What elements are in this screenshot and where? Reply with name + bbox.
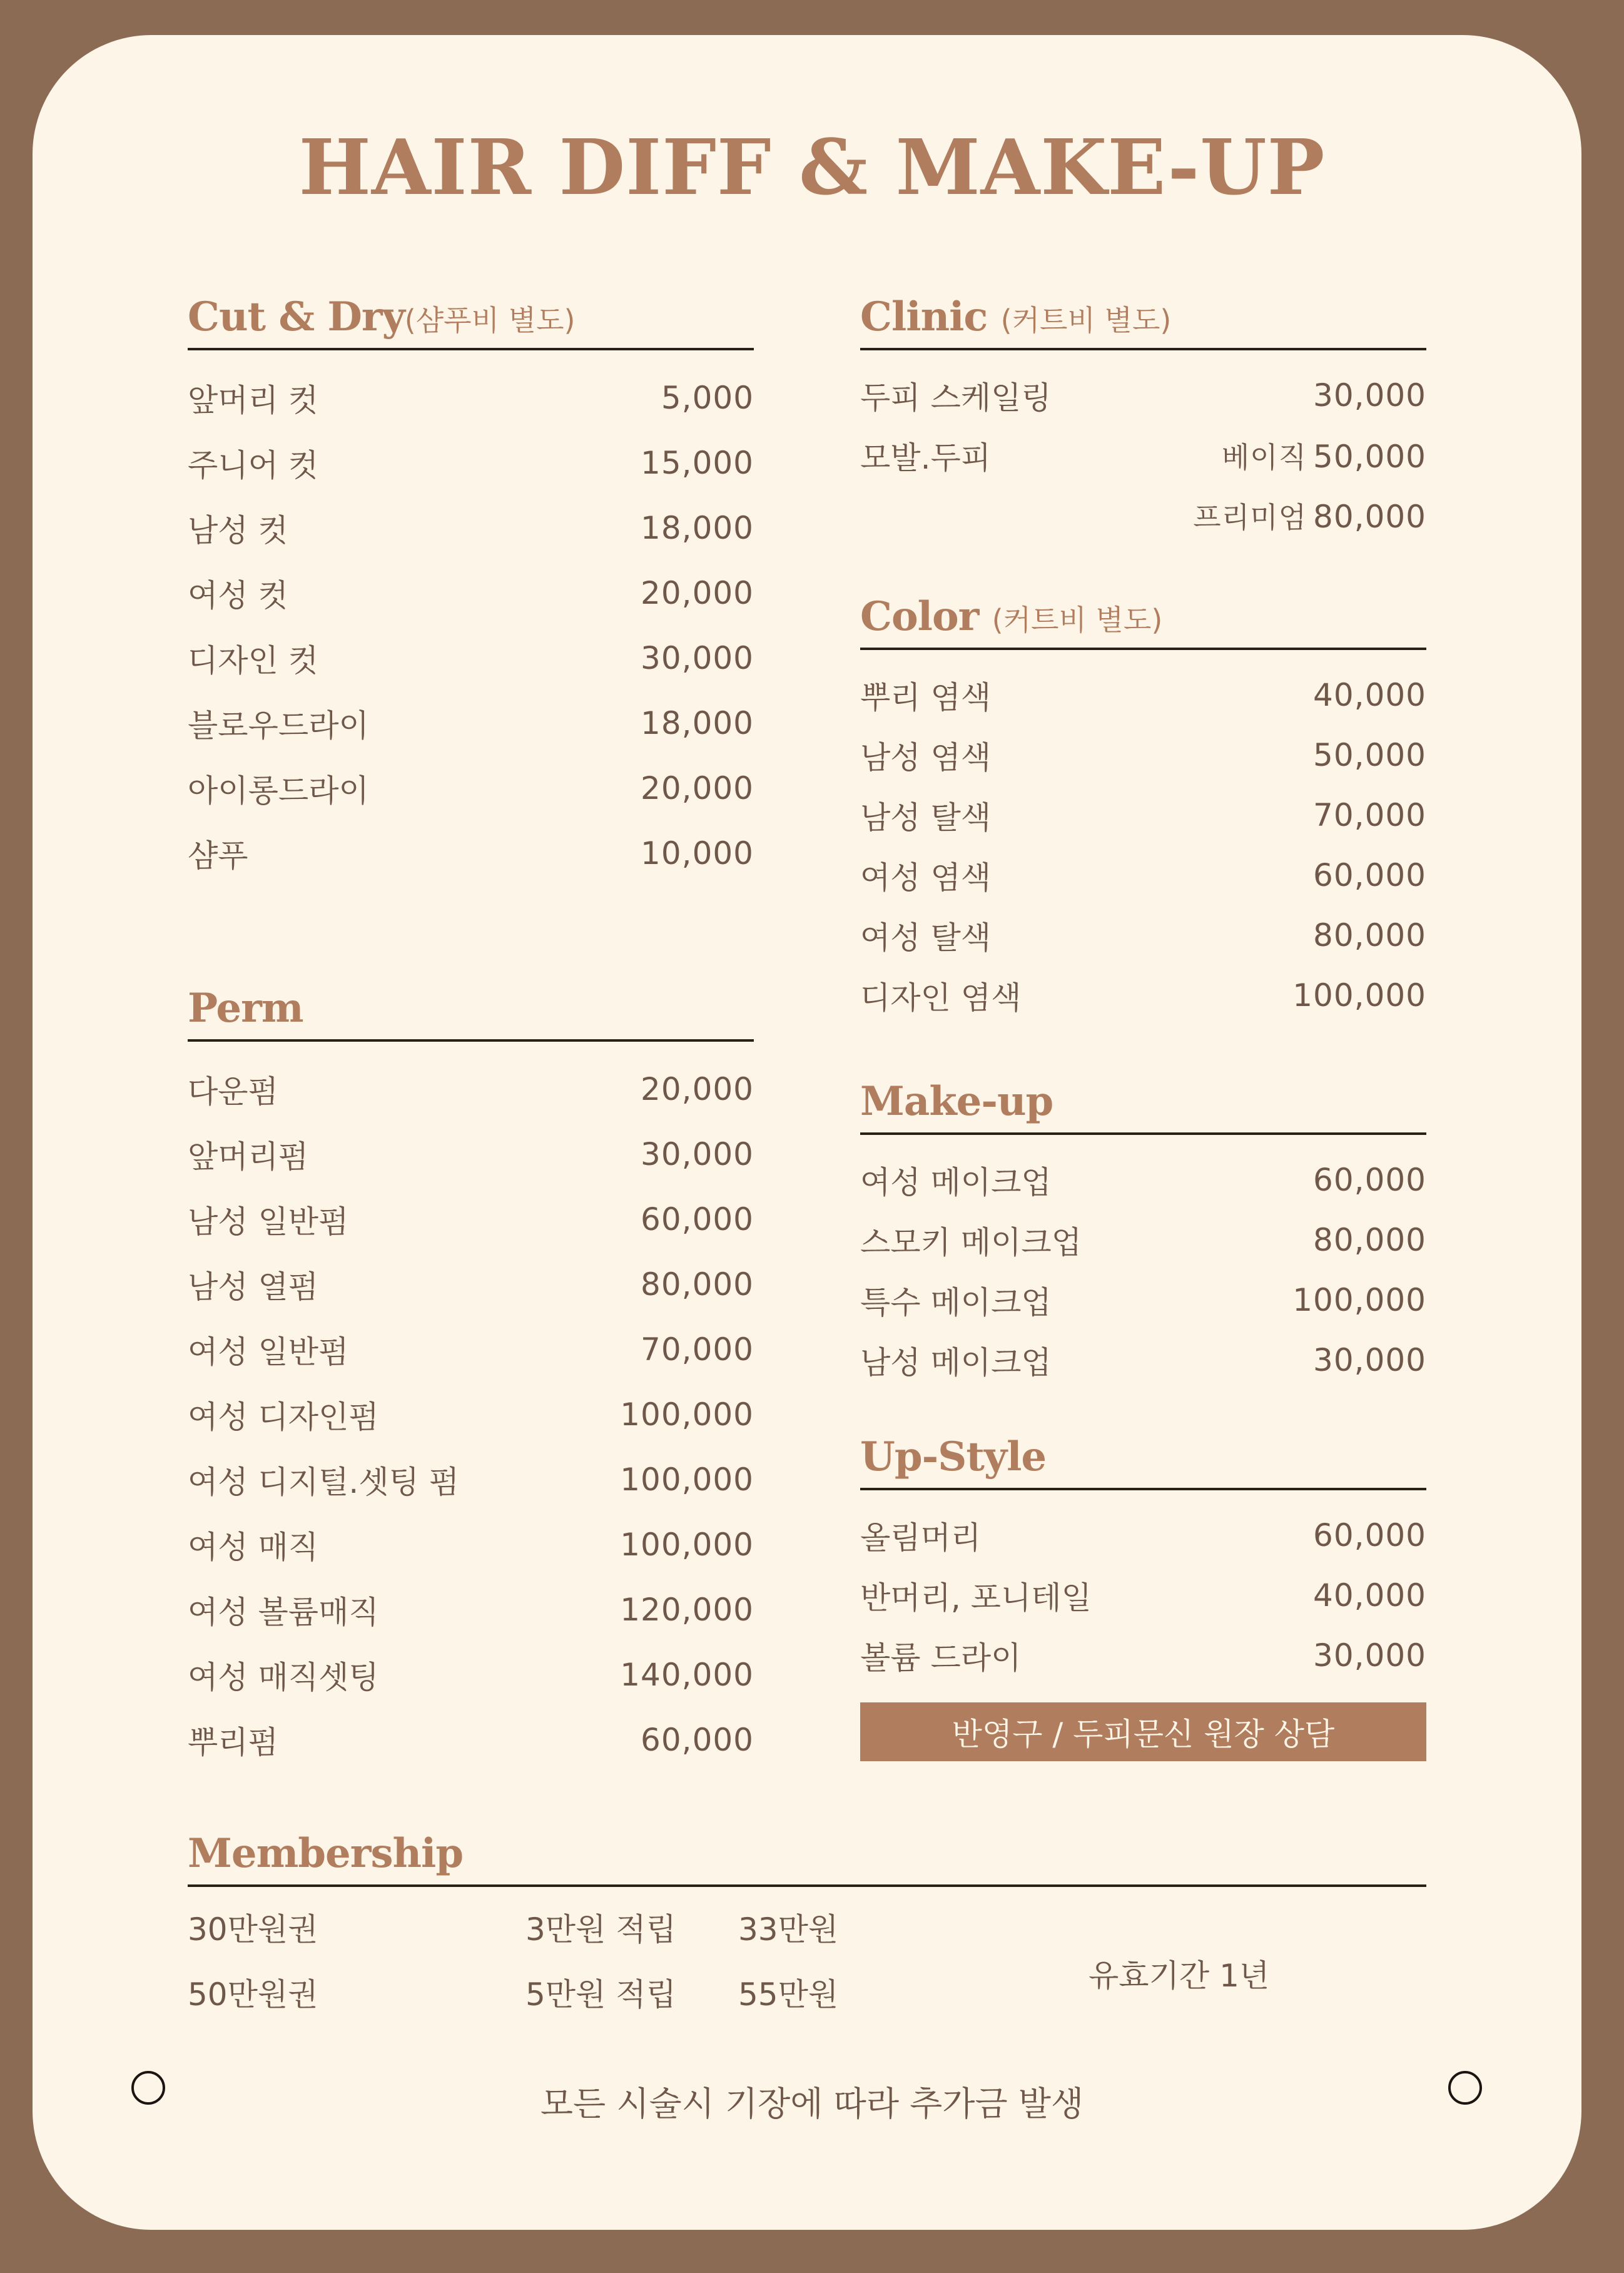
price-tier: 프리미엄 <box>1193 501 1307 534</box>
item-price: 40,000 <box>1313 1577 1426 1614</box>
membership-row <box>188 1887 1426 1952</box>
price-row <box>188 1707 754 1772</box>
price-row <box>860 1150 1426 1210</box>
item-price: 60,000 <box>1313 1162 1426 1198</box>
section-perm <box>188 980 754 1772</box>
price-row <box>860 486 1426 546</box>
price-row <box>860 845 1426 905</box>
item-price: 20,000 <box>641 770 754 806</box>
item-name: 디자인 컷 <box>188 643 319 679</box>
item-name: 남성 메이크업 <box>860 1345 1052 1381</box>
item-name: 여성 매직 <box>188 1529 319 1565</box>
price-list <box>860 1135 1426 1390</box>
item-name: 아이롱드라이 <box>188 773 369 809</box>
item-name: 여성 일반펌 <box>188 1334 349 1370</box>
item-price: 70,000 <box>641 1331 754 1368</box>
price-row <box>860 425 1426 486</box>
page-title: HAIR DIFF & MAKE-UP <box>298 122 1326 212</box>
membership-bonus: 3만원 적립 <box>525 1911 676 1948</box>
item-price: 80,000 <box>1313 1222 1426 1258</box>
item-price: 50,000 <box>1313 439 1426 475</box>
item-price: 18,000 <box>641 705 754 741</box>
price-row <box>860 365 1426 425</box>
item-price: 140,000 <box>620 1657 754 1693</box>
section-header <box>188 1826 1426 1887</box>
item-name: 남성 컷 <box>188 512 288 549</box>
price-tier: 베이직 <box>1221 440 1307 474</box>
price-row <box>188 1122 754 1187</box>
item-price: 20,000 <box>641 575 754 611</box>
item-price: 100,000 <box>620 1462 754 1498</box>
price-row <box>188 430 754 496</box>
price-row <box>188 626 754 691</box>
section-header <box>188 980 754 1042</box>
item-name: 샴푸 <box>188 838 248 874</box>
membership-ticket: 30만원권 <box>188 1911 318 1948</box>
item-price: 60,000 <box>1313 1517 1426 1553</box>
item-price: 70,000 <box>1313 797 1426 833</box>
section-cut-dry <box>188 289 754 886</box>
price-row <box>860 905 1426 965</box>
section-title: Color <box>860 593 979 640</box>
membership-validity: 유효기간 1년 <box>1089 1958 1270 1994</box>
price-row <box>188 1512 754 1577</box>
item-name: 스모키 메이크업 <box>860 1224 1082 1261</box>
price-row <box>860 1330 1426 1390</box>
section-note: (샴푸비 별도) <box>404 303 576 337</box>
price-row <box>188 1252 754 1317</box>
section-makeup <box>860 1074 1426 1390</box>
price-row <box>188 365 754 430</box>
item-name: 모발.두피 <box>860 440 992 476</box>
item-name: 남성 탈색 <box>860 800 992 836</box>
price-row <box>188 1057 754 1122</box>
section-clinic <box>860 289 1426 546</box>
item-price: 30,000 <box>1313 1637 1426 1674</box>
membership-total: 33만원 <box>738 1911 839 1948</box>
item-price: 18,000 <box>641 510 754 546</box>
item-name: 디자인 염색 <box>860 980 1022 1016</box>
item-price: 120,000 <box>620 1592 754 1628</box>
item-price: 60,000 <box>641 1722 754 1758</box>
item-name: 올림머리 <box>860 1520 982 1556</box>
item-price: 60,000 <box>1313 857 1426 893</box>
item-price: 80,000 <box>1313 499 1426 535</box>
price-row <box>188 821 754 886</box>
section-header <box>860 289 1426 350</box>
item-name: 앞머리 컷 <box>188 382 319 419</box>
item-name: 여성 컷 <box>188 577 288 614</box>
item-price: 100,000 <box>1292 977 1426 1014</box>
item-name: 여성 디자인펌 <box>188 1399 379 1435</box>
item-name: 뿌리펌 <box>188 1724 278 1761</box>
consultation-banner: 반영구 / 두피문신 원장 상담 <box>860 1702 1426 1761</box>
item-name: 여성 메이크업 <box>860 1164 1052 1201</box>
item-name: 여성 볼륨매직 <box>188 1594 379 1630</box>
item-name: 반머리, 포니테일 <box>860 1580 1092 1616</box>
price-row <box>860 1210 1426 1270</box>
item-name: 다운펌 <box>188 1074 278 1110</box>
item-name: 남성 열펌 <box>188 1269 319 1305</box>
section-title: Make-up <box>860 1078 1053 1125</box>
price-row <box>860 1270 1426 1330</box>
price-row <box>860 1505 1426 1565</box>
section-title: Clinic <box>860 293 988 340</box>
section-title: Cut & Dry <box>188 293 405 340</box>
item-price: 80,000 <box>641 1266 754 1303</box>
price-row <box>860 785 1426 845</box>
item-price: 30,000 <box>1313 377 1426 414</box>
price-row <box>188 561 754 626</box>
item-price: 60,000 <box>641 1201 754 1238</box>
section-note: (커트비 별도) <box>992 603 1163 637</box>
item-price: 50,000 <box>1313 737 1426 773</box>
section-header <box>860 1429 1426 1490</box>
item-price: 10,000 <box>641 835 754 872</box>
item-price: 100,000 <box>620 1527 754 1563</box>
membership-total: 55만원 <box>738 1976 839 2013</box>
price-row <box>860 1625 1426 1686</box>
section-color <box>860 589 1426 1025</box>
item-name: 뿌리 염색 <box>860 679 992 716</box>
price-row <box>860 965 1426 1025</box>
section-header <box>188 289 754 350</box>
section-title: Membership <box>188 1830 464 1877</box>
price-row <box>188 1382 754 1447</box>
item-price: 20,000 <box>641 1071 754 1107</box>
item-name: 여성 염색 <box>860 860 992 896</box>
price-row <box>188 496 754 561</box>
item-price: 30,000 <box>641 640 754 676</box>
price-row <box>188 1187 754 1252</box>
item-price: 80,000 <box>1313 917 1426 953</box>
section-note: (커트비 별도) <box>1000 303 1172 337</box>
price-row <box>188 691 754 756</box>
item-price: 30,000 <box>641 1136 754 1172</box>
section-header <box>860 589 1426 650</box>
price-row <box>860 1565 1426 1625</box>
price-list <box>860 1490 1426 1686</box>
item-price: 30,000 <box>1313 1342 1426 1378</box>
price-row <box>188 1317 754 1382</box>
section-header <box>860 1074 1426 1135</box>
price-row <box>860 665 1426 725</box>
item-price: 100,000 <box>620 1396 754 1433</box>
item-name: 여성 디지털.셋팅 펌 <box>188 1464 460 1500</box>
item-price: 100,000 <box>1292 1282 1426 1318</box>
item-price: 40,000 <box>1313 677 1426 713</box>
item-price: 5,000 <box>661 380 754 416</box>
section-upstyle <box>860 1429 1426 1686</box>
item-name: 볼륨 드라이 <box>860 1640 1022 1676</box>
section-title: Up-Style <box>860 1433 1047 1480</box>
item-name: 두피 스케일링 <box>860 380 1052 416</box>
price-list <box>860 350 1426 546</box>
item-name: 여성 매직셋팅 <box>188 1659 379 1696</box>
section-title: Perm <box>188 985 303 1032</box>
item-name: 주니어 컷 <box>188 447 319 484</box>
membership-bonus: 5만원 적립 <box>525 1976 676 2013</box>
item-name: 앞머리펌 <box>188 1139 309 1175</box>
price-row <box>188 756 754 821</box>
item-name: 여성 탈색 <box>860 920 992 956</box>
price-list <box>188 350 754 886</box>
footer-note: 모든 시술시 기장에 따라 추가금 발생 <box>540 2084 1084 2123</box>
price-row <box>860 725 1426 785</box>
membership-ticket: 50만원권 <box>188 1976 318 2013</box>
item-name: 특수 메이크업 <box>860 1284 1052 1321</box>
item-name: 블로우드라이 <box>188 708 369 744</box>
price-list <box>860 650 1426 1025</box>
item-name: 남성 일반펌 <box>188 1204 349 1240</box>
price-list <box>188 1042 754 1772</box>
price-row <box>188 1447 754 1512</box>
item-name: 남성 염색 <box>860 740 992 776</box>
item-price: 15,000 <box>641 445 754 481</box>
price-row <box>188 1577 754 1642</box>
price-row <box>188 1642 754 1707</box>
